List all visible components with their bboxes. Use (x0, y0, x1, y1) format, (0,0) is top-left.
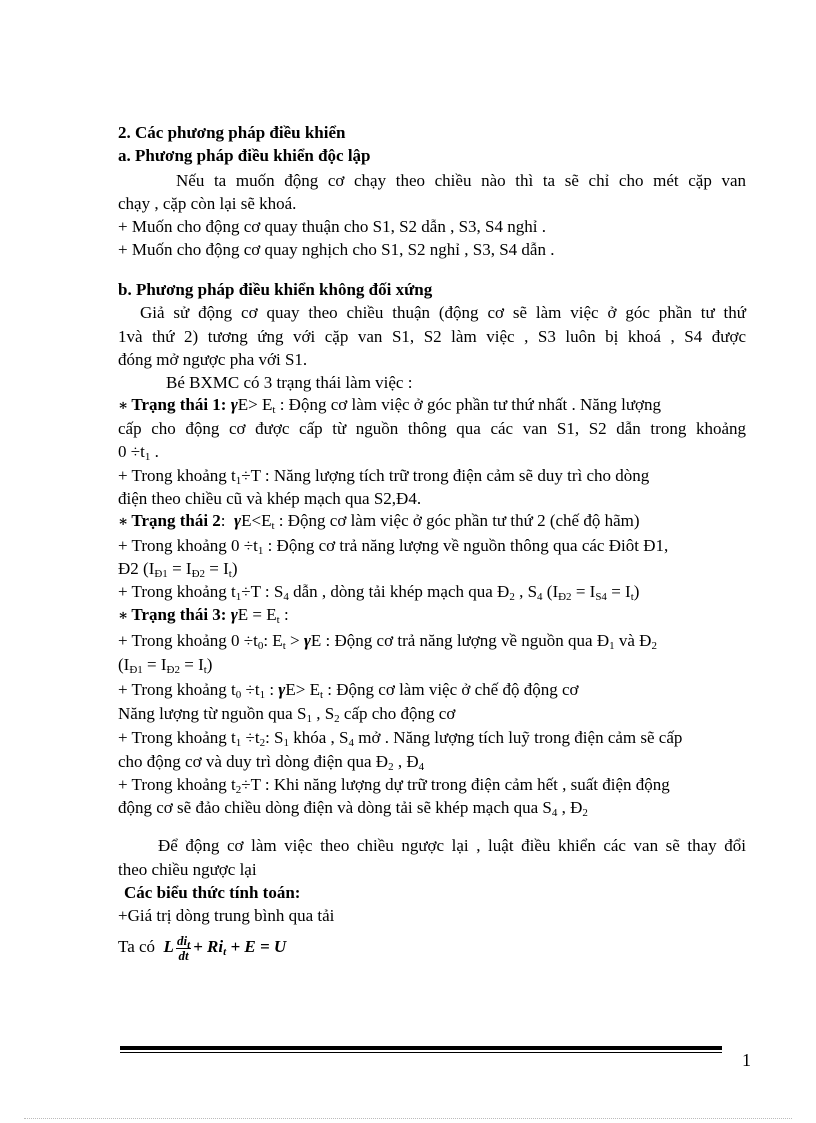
reverse-line-1: Để động cơ làm việc theo chiều ngược lại , luật điều khiển các van sẽ thay đổi (158, 836, 746, 855)
state-3-line-1: ∗ Trạng thái 3: $\gamma E = E_t$ : (118, 605, 289, 626)
page-number: 1 (742, 1050, 751, 1070)
state-1-line-1: ∗ Trạng thái 1: $\gamma E> E_t$ : Động cơ làm việc ở góc phần tư thứ nhất . Năng lượng (118, 395, 662, 416)
bullet-icon: ∗ (118, 514, 129, 530)
subheading-a: a. Phương pháp điều khiển độc lập (118, 146, 371, 165)
state-1-line-3: $0 \div t_1$ . (118, 442, 159, 463)
list-item-a1: + Muốn cho động cơ quay thuận cho S1, S2 dẫn , S3, S4 nghỉ . (118, 217, 546, 236)
state-3-line-7: cho động cơ và duy trì dòng điện qua $Đ_2$ , $Đ_4$ (118, 752, 425, 773)
state-1-label: Trạng thái 1: (131, 395, 227, 414)
gamma-symbol: γ (230, 605, 238, 624)
list-item-a2: + Muốn cho động cơ quay nghịch cho S1, S2 nghỉ , S3, S4 dẫn . (118, 240, 555, 259)
paragraph-b-line-2: 1và thứ 2) tương ứng với cặp van S1, S2 làm việc , S3 luôn bị khoá , S4 được (118, 327, 746, 346)
state-1-line-5: điện theo chiều cũ và khép mạch qua S2,Đ4. (118, 489, 422, 508)
state-3-line-8: + Trong khoảng $t_2\div T$ : Khi năng lượng dự trữ trong điện cảm hết , suất điện động (118, 775, 670, 796)
state-3-line-4: + Trong khoảng $t_0 \div t_1$ : $\gamma E> E_t$ : Động cơ làm việc ở chế độ động cơ (118, 680, 579, 701)
paragraph-a-line-1: Nếu ta muốn động cơ chạy theo chiều nào thì ta sẽ chỉ cho mét cặp van (176, 171, 746, 190)
state-2-line-1: ∗ Trạng thái 2: $\gamma E<E_t$ : Động cơ làm việc ở góc phần tư thứ 2 (chế độ hãm) (118, 511, 640, 532)
subheading-b: b. Phương pháp điều khiển không đối xứng (118, 280, 433, 299)
paragraph-b-line-3: đóng mở ngược pha với S1. (118, 350, 308, 369)
gamma-symbol: γ (234, 511, 242, 530)
state-3-line-6: + Trong khoảng $t_1 \div t_2$: $S_1$ khóa , $S_4$ mở . Năng lượng tích luỹ trong điện cảm sẽ cấp (118, 728, 683, 749)
paragraph-b-line-1: Giả sử động cơ quay theo chiều thuận (động cơ sẽ làm việc ở góc phần tư thứ (140, 303, 746, 322)
fraction: $\frac{di_t}{dt}$ (176, 932, 191, 963)
section-heading-2: 2. Các phương pháp điều khiển (118, 123, 346, 142)
state-3-line-5: Năng lượng từ nguồn qua $S_1$ , $S_2$ cấp cho động cơ (118, 704, 456, 725)
bullet-icon: ∗ (118, 398, 129, 414)
state-3-line-2: + Trong khoảng $0 \div t_0$: $E_t > \gamma E$ : Động cơ trả năng lượng về nguồn qua $Đ_1$ và $Đ_2$ (118, 631, 657, 652)
footer-rule-thin (120, 1052, 722, 1053)
state-3-line-3: $(I_{Đ1} = I_{Đ2} = I_t)$ (118, 655, 213, 676)
state-2-line-4: + Trong khoảng $t_1\div T$ : $S_4$ dẫn , dòng tải khép mạch qua $Đ_2$ , $S_4$ $(I_{Đ2} = I_{S4} = I_t)$ (118, 582, 640, 603)
bullet-icon: ∗ (118, 608, 129, 624)
state-1-line-2: cấp cho động cơ được cấp từ nguồn thông qua các van S1, S2 dẫn trong khoảng (118, 419, 746, 438)
page-edge-dots (24, 1118, 792, 1119)
formula-line: Ta có L $\frac{di_t}{dt}$ + $Ri_t + E = U$ (118, 932, 287, 963)
calc-heading: Các biểu thức tính toán: (124, 883, 301, 902)
footer-rule-thick (120, 1046, 722, 1050)
state-2-label: Trạng thái 2 (131, 511, 221, 530)
state-3-label: Trạng thái 3: (131, 605, 227, 624)
formula: L $\frac{di_t}{dt}$ + $Ri_t + E = U$ (163, 932, 287, 963)
reverse-line-2: theo chiều ngược lại (118, 860, 257, 879)
state-1-line-4: + Trong khoảng $t_1\div T$ : Năng lượng tích trữ trong điện cảm sẽ duy trì cho dòng (118, 466, 650, 487)
calc-line-1: +Giá trị dòng trung bình qua tải (118, 906, 335, 925)
gamma-symbol: γ (230, 395, 238, 414)
paragraph-a-line-2: chạy , cặp còn lại sẽ khoá. (118, 194, 297, 213)
state-3-line-9: động cơ sẽ đảo chiều dòng điện và dòng tải sẽ khép mạch qua $S_4$ , $Đ_2$ (118, 798, 588, 819)
state-2-line-2: + Trong khoảng $0 \div t_1$ : Động cơ trả năng lượng về nguồn thông qua các Điôt Đ1, (118, 536, 669, 557)
paragraph-b-line-4: Bé BXMC có 3 trạng thái làm việc : (166, 373, 413, 392)
state-2-line-3: Đ2 $(I_{Đ1} = I_{Đ2} = I_t)$ (118, 559, 238, 580)
